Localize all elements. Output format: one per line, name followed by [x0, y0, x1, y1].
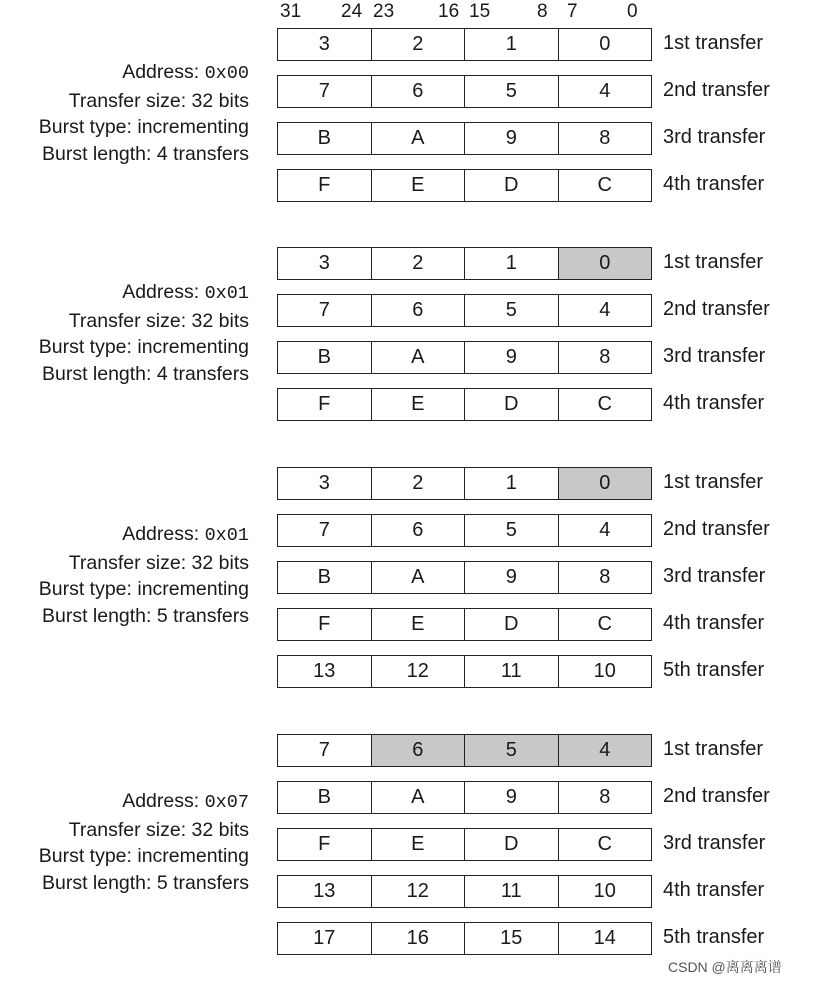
byte-cell: A	[371, 123, 465, 154]
burst-length-text: Burst length: 5 transfers	[41, 604, 249, 627]
byte-cell: 8	[558, 342, 652, 373]
byte-cell: A	[371, 562, 465, 593]
transfer-row	[277, 247, 820, 280]
byte-cell: F	[318, 833, 331, 855]
bit-position-label: 24	[341, 1, 363, 22]
transfer-label: 3rd transfer	[663, 832, 766, 854]
transfer-row	[277, 922, 820, 955]
byte-cell: 1	[464, 248, 558, 279]
watermark: CSDN @离离离谱	[668, 959, 782, 975]
byte-lanes	[277, 388, 652, 421]
byte-lanes	[277, 828, 652, 861]
address-value: 0x01	[204, 283, 249, 304]
byte-cell: 8	[558, 123, 652, 154]
transfer-row	[277, 875, 820, 908]
byte-cell: 9	[464, 342, 558, 373]
byte-cell: 4	[558, 76, 652, 107]
byte-cell: E	[371, 170, 465, 201]
byte-lanes	[277, 75, 652, 108]
byte-cell: 1	[464, 468, 558, 499]
byte-cell: 17	[313, 927, 336, 949]
byte-lanes	[277, 122, 652, 155]
bit-position-label: 7	[567, 1, 578, 22]
byte-cell: B	[317, 786, 331, 808]
bit-position-label: 8	[537, 1, 548, 22]
byte-cell: 5	[464, 76, 558, 107]
transfer-row	[277, 561, 820, 594]
byte-cell: 4	[558, 515, 652, 546]
byte-cell: 16	[371, 923, 465, 954]
transfer-size-text: Transfer size: 32 bits	[68, 551, 249, 574]
byte-lanes	[277, 247, 652, 280]
bit-position-header	[0, 0, 820, 26]
byte-cell: 3	[318, 33, 330, 55]
burst-type-text: Burst type: incrementing	[38, 578, 249, 600]
transfer-label: 4th transfer	[663, 879, 765, 901]
byte-cell: 12	[371, 656, 465, 687]
byte-cell: E	[371, 389, 465, 420]
bit-position-label: 15	[469, 1, 491, 22]
byte-cell: F	[318, 174, 331, 196]
byte-cell: 1	[464, 29, 558, 60]
byte-cell: 6	[371, 295, 465, 326]
byte-cell: D	[464, 170, 558, 201]
bit-position-label: 0	[627, 1, 638, 22]
byte-cell: D	[464, 389, 558, 420]
byte-cell: 5	[464, 515, 558, 546]
byte-cell-active: 6	[371, 735, 465, 766]
byte-cell: 3	[318, 252, 330, 274]
byte-cell: 2	[371, 468, 465, 499]
byte-cell: 8	[558, 782, 652, 813]
byte-cell: B	[317, 127, 331, 149]
byte-lanes	[277, 655, 652, 688]
byte-cell: 2	[371, 248, 465, 279]
byte-cell-active: 5	[464, 735, 558, 766]
burst-parameters	[0, 788, 249, 896]
byte-cell: D	[464, 829, 558, 860]
address-label: Address:	[122, 523, 205, 545]
byte-lanes	[277, 561, 652, 594]
transfer-row	[277, 341, 820, 374]
bit-position-label: 31	[280, 1, 302, 22]
byte-cell: A	[371, 342, 465, 373]
transfer-size-text: Transfer size: 32 bits	[68, 818, 249, 841]
transfer-row	[277, 828, 820, 861]
burst-length-text: Burst length: 5 transfers	[41, 871, 249, 894]
byte-cell: 4	[558, 295, 652, 326]
byte-cell: D	[464, 609, 558, 640]
byte-cell: F	[318, 613, 331, 635]
transfer-label: 4th transfer	[663, 173, 765, 195]
transfer-label: 4th transfer	[663, 612, 765, 634]
burst-length-text: Burst length: 4 transfers	[41, 362, 249, 385]
bit-position-label: 23	[373, 1, 395, 22]
burst-type-text: Burst type: incrementing	[38, 336, 249, 358]
transfer-label: 2nd transfer	[663, 79, 770, 101]
address-line	[0, 279, 249, 308]
transfer-label: 3rd transfer	[663, 126, 766, 148]
byte-cell: 14	[558, 923, 652, 954]
address-value: 0x07	[204, 792, 249, 813]
transfer-label: 1st transfer	[663, 471, 764, 493]
byte-cell: 6	[371, 515, 465, 546]
transfer-row	[277, 514, 820, 547]
byte-cell: 13	[313, 660, 336, 682]
byte-cell: B	[317, 346, 331, 368]
byte-cell: 0	[558, 29, 652, 60]
transfer-label: 3rd transfer	[663, 345, 766, 367]
byte-lanes	[277, 922, 652, 955]
transfer-label: 5th transfer	[663, 659, 765, 681]
byte-cell: F	[318, 393, 331, 415]
transfer-row	[277, 608, 820, 641]
address-label: Address:	[122, 61, 205, 83]
byte-lanes	[277, 294, 652, 327]
byte-cell: 10	[558, 656, 652, 687]
byte-cell: C	[558, 829, 652, 860]
byte-cell: A	[371, 782, 465, 813]
burst-parameters	[0, 59, 249, 167]
byte-cell: E	[371, 609, 465, 640]
byte-cell: 9	[464, 782, 558, 813]
byte-cell: 11	[464, 876, 558, 907]
byte-cell: 9	[464, 562, 558, 593]
transfer-row	[277, 388, 820, 421]
byte-cell-active: 0	[558, 248, 652, 279]
address-line	[0, 59, 249, 88]
burst-type-text: Burst type: incrementing	[38, 845, 249, 867]
byte-cell: 15	[464, 923, 558, 954]
transfer-row	[277, 169, 820, 202]
transfer-label: 2nd transfer	[663, 785, 770, 807]
byte-cell: C	[558, 389, 652, 420]
transfer-label: 2nd transfer	[663, 518, 770, 540]
transfer-row	[277, 75, 820, 108]
byte-lanes	[277, 608, 652, 641]
transfer-size-text: Transfer size: 32 bits	[68, 309, 249, 332]
bit-position-label: 16	[438, 1, 460, 22]
byte-cell: 6	[371, 76, 465, 107]
address-label: Address:	[122, 790, 205, 812]
burst-length-text: Burst length: 4 transfers	[41, 142, 249, 165]
address-value: 0x00	[204, 63, 249, 84]
transfer-row	[277, 734, 820, 767]
byte-lanes	[277, 875, 652, 908]
transfer-row	[277, 294, 820, 327]
byte-cell-active: 0	[558, 468, 652, 499]
byte-lanes	[277, 467, 652, 500]
address-value: 0x01	[204, 525, 249, 546]
transfer-label: 1st transfer	[663, 251, 764, 273]
byte-lanes	[277, 28, 652, 61]
burst-parameters	[0, 279, 249, 387]
byte-cell: 7	[318, 299, 330, 321]
byte-lanes	[277, 341, 652, 374]
byte-lanes	[277, 781, 652, 814]
byte-cell: B	[317, 566, 331, 588]
byte-cell: E	[371, 829, 465, 860]
byte-cell: C	[558, 170, 652, 201]
transfer-row	[277, 467, 820, 500]
address-label: Address:	[122, 281, 205, 303]
byte-cell: C	[558, 609, 652, 640]
byte-cell: 7	[318, 739, 330, 761]
byte-cell: 12	[371, 876, 465, 907]
transfer-label: 5th transfer	[663, 926, 765, 948]
transfer-row	[277, 781, 820, 814]
byte-lanes	[277, 514, 652, 547]
byte-cell: 11	[464, 656, 558, 687]
byte-cell: 3	[318, 472, 330, 494]
byte-cell: 8	[558, 562, 652, 593]
transfer-row	[277, 122, 820, 155]
byte-lanes	[277, 734, 652, 767]
byte-lanes	[277, 169, 652, 202]
byte-cell: 13	[313, 880, 336, 902]
burst-type-text: Burst type: incrementing	[38, 116, 249, 138]
transfer-size-text: Transfer size: 32 bits	[68, 89, 249, 112]
transfer-label: 2nd transfer	[663, 298, 770, 320]
address-line	[0, 521, 249, 550]
byte-cell: 5	[464, 295, 558, 326]
transfer-label: 4th transfer	[663, 392, 765, 414]
burst-parameters	[0, 521, 249, 629]
byte-cell: 9	[464, 123, 558, 154]
transfer-label: 3rd transfer	[663, 565, 766, 587]
address-line	[0, 788, 249, 817]
transfer-label: 1st transfer	[663, 738, 764, 760]
byte-cell-active: 4	[558, 735, 652, 766]
transfer-label: 1st transfer	[663, 32, 764, 54]
transfer-row	[277, 28, 820, 61]
byte-cell: 2	[371, 29, 465, 60]
transfer-row	[277, 655, 820, 688]
byte-cell: 10	[558, 876, 652, 907]
byte-cell: 7	[318, 519, 330, 541]
byte-cell: 7	[318, 80, 330, 102]
